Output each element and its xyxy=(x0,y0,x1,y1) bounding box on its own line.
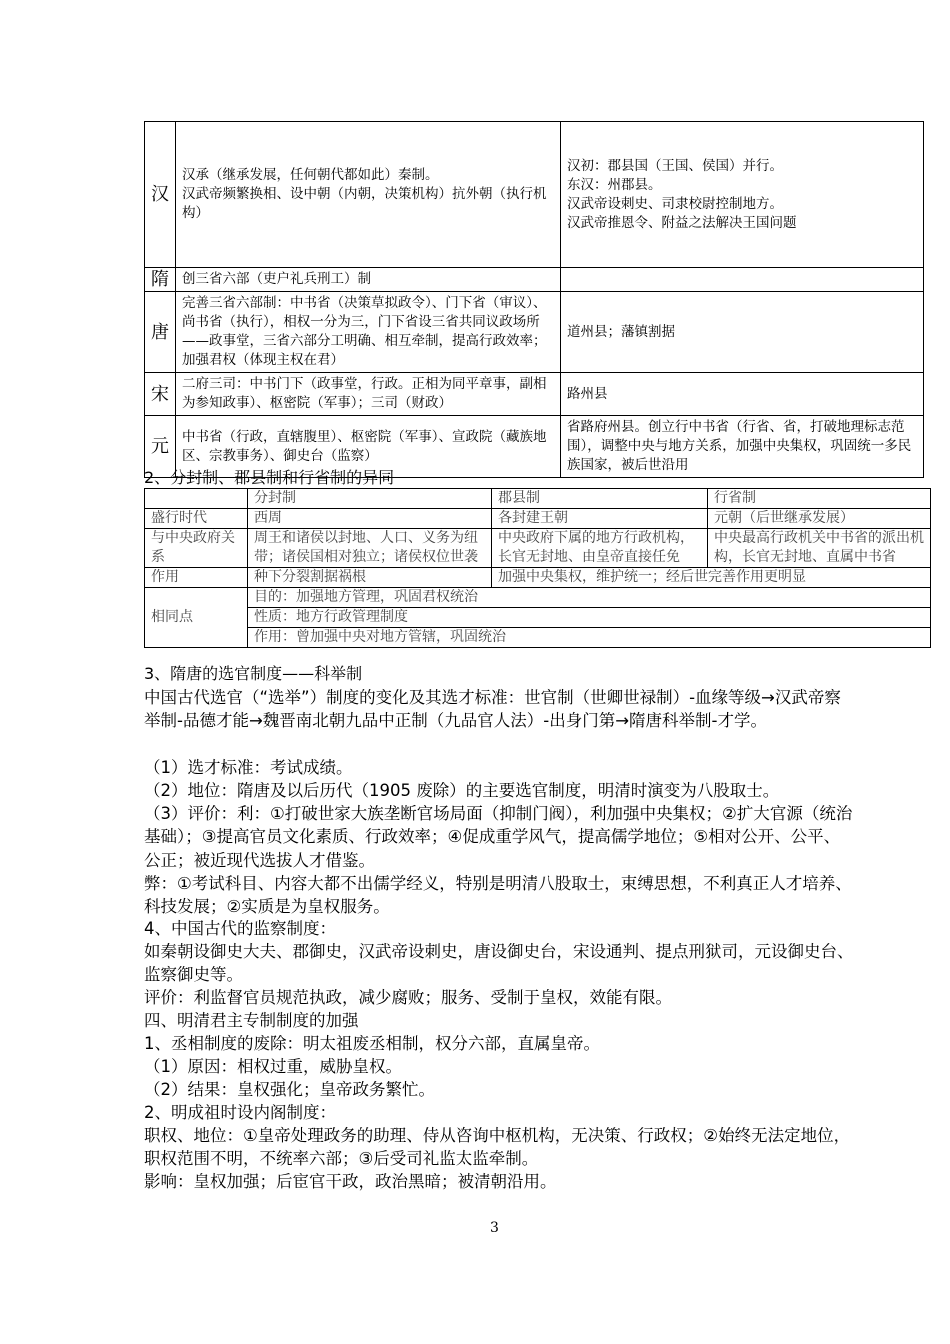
section-title: 3、隋唐的选官制度——科举制 xyxy=(144,664,363,683)
table-cell: 周王和诸侯以封地、人口、义务为纽带；诸侯国相对独立；诸侯权位世袭 xyxy=(248,529,492,568)
table-cell: 西周 xyxy=(248,509,492,529)
table-row xyxy=(145,122,924,268)
table-header-cell: 行省制 xyxy=(708,489,931,509)
cell-line: 汉武帝推恩令、附益之法解决王国问题 xyxy=(567,214,797,231)
page-number: 3 xyxy=(490,1220,499,1236)
paragraph: （1）选才标准：考试成绩。 xyxy=(144,758,353,777)
cell-line: 汉初：郡县国（王国、侯国）并行。 xyxy=(567,157,783,174)
table-row xyxy=(145,529,931,568)
table-row xyxy=(145,628,931,648)
cell-line: 汉承（继承发展，任何朝代都如此）秦制。 xyxy=(182,167,439,183)
table-header-cell xyxy=(145,489,248,509)
table-row xyxy=(145,268,924,292)
table-cell: 作用：曾加强中央对地方管辖，巩固统治 xyxy=(248,628,931,648)
table-header-cell: 郡县制 xyxy=(492,489,708,509)
local-system-cell xyxy=(561,373,924,416)
cell-line: 省路府州县。创立行中书省（行省、省，打破地理标志范围），调整中央与地方关系，加强中央集权，巩固统一多民族国家，被后世沿用 xyxy=(567,419,912,473)
central-system-cell xyxy=(176,373,561,416)
table-row xyxy=(145,373,924,416)
table-cell: 元朝（后世继承发展） xyxy=(708,509,931,529)
row-label: 作用 xyxy=(145,568,248,588)
paragraph: 1、丞相制度的废除：明太祖废丞相制，权分六部，直属皇帝。 xyxy=(144,1034,600,1053)
cell-line: 创三省六部（吏户礼兵刑工）制 xyxy=(182,271,371,287)
local-system-cell xyxy=(561,416,924,478)
dynasty-cell: 唐 xyxy=(145,292,176,373)
local-system-cell xyxy=(561,292,924,373)
dynasty-cell: 隋 xyxy=(145,268,176,292)
cell-line: 汉武帝设刺史、司隶校尉控制地方。 xyxy=(567,195,783,212)
row-label: 相同点 xyxy=(145,588,248,648)
row-label: 与中央政府关系 xyxy=(145,529,248,568)
paragraph: 影响：皇权加强；后宦官干政，政治黑暗；被清朝沿用。 xyxy=(144,1172,557,1191)
central-system-cell xyxy=(176,122,561,268)
table-cell: 性质：地方行政管理制度 xyxy=(248,608,931,628)
table-row xyxy=(145,292,924,373)
table-cell: 目的：加强地方管理，巩固君权统治 xyxy=(248,588,931,608)
table-cell: 加强中央集权，维护统一；经后世完善作用更明显 xyxy=(492,568,931,588)
central-system-cell xyxy=(176,292,561,373)
paragraph: （3）评价：利：①打破世家大族垄断官场局面（抑制门阀），利加强中央集权；②扩大官源（统治基础）；③提高官员文化素质、行政效率；④促成重学风气，提高儒学地位；⑤相对公开、公平、公正；被近现代选拔人才借鉴。 xyxy=(144,804,853,870)
paragraph: 弊：①考试科目、内容大都不出儒学经义，特别是明清八股取士，束缚思想，不利真正人才培养、科技发展；②实质是为皇权服务。 xyxy=(144,874,852,917)
comparison-table xyxy=(144,488,931,648)
table-cell: 中央最高行政机关中书省的派出机构，长官无封地、直属中书省 xyxy=(708,529,931,568)
local-system-cell xyxy=(561,122,924,268)
cell-line: 中书省（行政，直辖腹里）、枢密院（军事）、宣政院（藏族地区、宗教事务）、御史台（监察） xyxy=(182,428,547,464)
paragraph: （1）原因：相权过重，威胁皇权。 xyxy=(144,1057,402,1076)
central-system-cell xyxy=(176,268,561,292)
table-cell: 各封建王朝 xyxy=(492,509,708,529)
local-system-cell xyxy=(561,268,924,292)
row-label: 盛行时代 xyxy=(145,509,248,529)
table-row xyxy=(145,588,931,608)
table-cell: 中央政府下属的地方行政机构，长官无封地、由皇帝直接任免 xyxy=(492,529,708,568)
paragraph: 职权、地位：①皇帝处理政务的助理、侍从咨询中枢机构，无决策、行政权；②始终无法定地位，职权范围不明，不统率六部；③后受司礼监太监牵制。 xyxy=(144,1126,851,1169)
table-header-cell: 分封制 xyxy=(248,489,492,509)
section-title: 四、明清君主专制制度的加强 xyxy=(144,1011,359,1030)
paragraph: （2）地位：隋唐及以后历代（1905 废除）的主要选官制度，明清时演变为八股取士。 xyxy=(144,781,780,800)
cell-line: 完善三省六部制：中书省（决策草拟政令）、门下省（审议）、尚书省（执行），相权一分为三，门下省设三省共同议政场所——政事堂，三省六部分工明确、相互牵制，提高行政效率；加强君权（体现主权在君） xyxy=(182,295,547,368)
cell-line: 道州县；藩镇割据 xyxy=(567,323,675,340)
table-row xyxy=(145,509,931,529)
table-header-row xyxy=(145,489,931,509)
dynasty-cell: 元 xyxy=(145,416,176,478)
cell-line: 东汉：州郡县。 xyxy=(567,176,662,193)
paragraph: 评价：利监督官员规范执政，减少腐败；服务、受制于皇权，效能有限。 xyxy=(144,988,672,1007)
section-title: 4、中国古代的监察制度： xyxy=(144,919,336,938)
section-title: 2、分封制、郡县制和行省制的异同 xyxy=(144,468,395,487)
dynasty-cell: 宋 xyxy=(145,373,176,416)
cell-line: 路州县 xyxy=(567,385,608,402)
section-title: 2、明成祖时设内阁制度： xyxy=(144,1103,336,1122)
cell-line: 汉武帝频繁换相、设中朝（内朝，决策机构）抗外朝（执行机构） xyxy=(182,186,547,221)
cell-line: 二府三司：中书门下（政事堂，行政。正相为同平章事，副相为参知政事）、枢密院（军事）；三司（财政） xyxy=(182,376,547,411)
table-row xyxy=(145,568,931,588)
dynasty-system-table xyxy=(144,121,924,478)
table-row xyxy=(145,608,931,628)
dynasty-cell: 汉 xyxy=(145,122,176,268)
paragraph: （2）结果：皇权强化；皇帝政务繁忙。 xyxy=(144,1080,435,1099)
paragraph: 中国古代选官（“选举”）制度的变化及其选才标准：世官制（世卿世禄制）-血缘等级→汉武帝察举制-品德才能→魏晋南北朝九品中正制（九品官人法）-出身门第→隋唐科举制-才学。 xyxy=(144,688,841,731)
table-cell: 种下分裂割据祸根 xyxy=(248,568,492,588)
paragraph: 如秦朝设御史大夫、郡御史，汉武帝设刺史，唐设御史台，宋设通判、提点刑狱司，元设御史台、监察御史等。 xyxy=(144,942,854,985)
